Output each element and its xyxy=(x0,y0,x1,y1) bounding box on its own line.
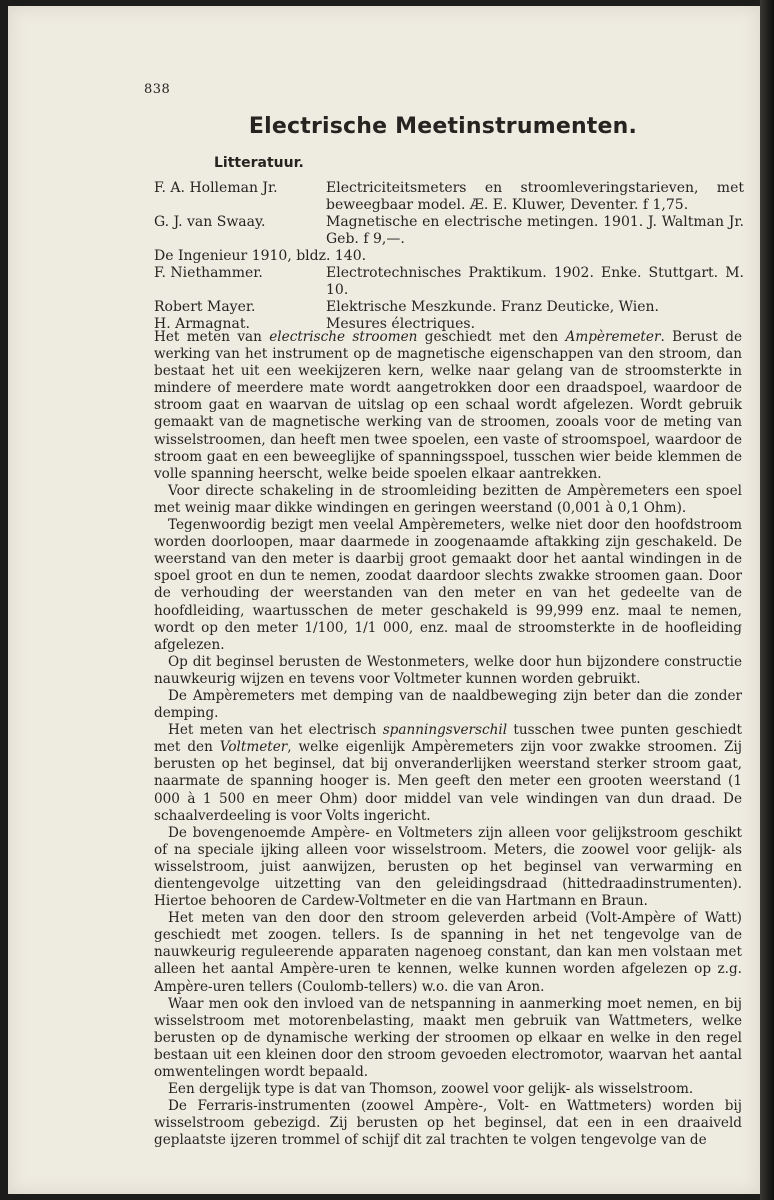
bib-author: F. Niethammer. xyxy=(154,265,263,281)
bib-author: H. Armagnat. xyxy=(154,316,250,332)
paragraph: De Ampèremeters met demping van de naaldbeweging zijn beter dan die zonder demping. xyxy=(154,687,742,722)
paragraph: Een dergelijk type is dat van Thomson, zoowel voor gelijk- als wisselstroom. xyxy=(168,1081,694,1098)
bib-work: Mesures électriques. xyxy=(326,316,476,332)
bib-entry xyxy=(154,248,744,265)
emphasis: spanningsverschil xyxy=(382,722,508,739)
paragraph: De Ferraris-instrumenten (zoowel Ampère-, Volt- en Wattmeters) worden bij wisselstroom gebezigd. Zij berusten op het beginsel, dat een in een draaiveld geplaatste ijzeren trommel of schijf dit zal trachten te volgen tengevolge van de xyxy=(154,1098,742,1149)
chapter-title: Electrische Meetinstrumenten. xyxy=(248,114,638,139)
bib-entry xyxy=(154,180,744,214)
paragraph: Waar men ook den invloed van de netspanning in aanmerking moet nemen, en bij wisselstroom met motorenbelasting, maakt men gebruik van Wattmeters, welke berusten op de dynamische werking der stroomen op elkaar en welke in den regel bestaan uit een kleinen door den stroom gevoeden electromotor, waarvan het aantal omwentelingen wordt bepaald. xyxy=(154,995,742,1081)
literature-heading: Litteratuur. xyxy=(214,155,304,171)
text-run: . Berust de werking van het instrument op de magnetische eigenschappen van den stroom, dan bestaat het uit een weekijzeren kern, welke naar gelang van de stroomsterkte in mindere of meerdere mate wordt aangetrokken door een draadspoel, waardoor de stroom gaat en waarvan de uitslag op een schaal wordt afgelezen. Wordt gebruik gemaakt van de magnetische werking van de stroomen, zooals voor de meting van wisselstroomen, dan heeft men twee spoelen, een vaste of stroomspoel, waardoor de stroom gaat en een beweeglijke of spanningsspoel, tusschen wier beide klemmen de volle spanning heerscht, welke beide spoelen elkaar aantrekken. xyxy=(154,329,743,482)
paragraph: Op dit beginsel berusten de Westonmeters, welke door hun bijzondere constructie nauwkeurig wijzen en tevens voor Voltmeter kunnen worden gebruikt. xyxy=(154,653,742,687)
text-run: tusschen twee punten geschiedt met den xyxy=(154,722,742,756)
emphasis: Ampèremeter xyxy=(565,329,661,345)
book-page xyxy=(8,6,760,1194)
text-run: , welke eigenlijk Ampèremeters zijn voor zwakke stroomen. Zij berusten op het beginsel, dat bij onveranderlijken weerstand sterker stroom gaat, naarmate de spanning hooger is. Men geeft den meter een grooten weerstand (1 000 à 1 500 en meer Ohm) door middel van vele windingen van dun draad. De schaalverdeeling is voor Volts ingericht. xyxy=(154,739,742,824)
emphasis: electrische stroomen xyxy=(269,329,418,345)
paragraph: Tegenwoordig bezigt men veelal Ampèremeters, welke niet door den hoofdstroom worden doorloopen, maar daarmede in zoogenaamde aftakking zijn geschakeld. De weerstand van den meter is daarbij groot gemaakt door het aantal windingen in de spoel groot en dun te nemen, zoodat daardoor slechts zwakke stroomen gaan. Door de verhouding der weerstanden van den meter en van het gedeelte van de hoofdleiding, waartusschen de meter geschakeld is 99,999 enz. maal te nemen, wordt op den meter 1/100, 1/1 000, enz. maal de stroomsterkte in de hoofleiding afgelezen. xyxy=(154,517,742,653)
emphasis: Voltmeter xyxy=(219,739,288,756)
bibliography xyxy=(154,180,744,333)
bib-author: G. J. van Swaay. xyxy=(154,214,266,230)
scan-edge xyxy=(760,0,774,1200)
bib-work: Magnetische en electrische metingen. 1901. J. Waltman Jr. Geb. f 9,—. xyxy=(326,214,744,247)
paragraph: De bovengenoemde Ampère- en Voltmeters zijn alleen voor gelijkstroom geschikt of na speciale ijking alleen voor wisselstroom. Meters, die zoowel voor gelijk- als wisselstroom, juist aanwijzen, berusten op het beginsel van verwarming en dientengevolge uitzetting van den geleidingsdraad (hittedraadinstrumenten). Hiertoe behooren de Cardew-Voltmeter en die van Hartmann en Braun. xyxy=(154,824,742,910)
bib-work: Electriciteitsmeters en stroomleveringstarieven, met beweegbaar model. Æ. E. Kluwer, Deventer. f 1,75. xyxy=(326,180,744,213)
bib-entry xyxy=(154,299,744,316)
text-run: Het meten van het electrisch xyxy=(168,722,383,739)
page-number: 838 xyxy=(144,82,171,97)
text-run: Het meten van xyxy=(154,329,270,345)
bib-author: F. A. Holleman Jr. xyxy=(154,180,278,196)
body-text xyxy=(154,329,742,1150)
bib-entry xyxy=(154,214,744,248)
text-run: geschiedt met den xyxy=(417,329,566,345)
bib-author: De Ingenieur 1910, bldz. 140. xyxy=(154,248,367,264)
paragraph xyxy=(154,329,742,483)
paragraph xyxy=(154,722,742,825)
paragraph: Het meten van den door den stroom geleverden arbeid (Volt-Ampère of Watt) geschiedt met zoogen. tellers. Is de spanning in het net tengevolge van de nauwkeurig reguleerende apparaten nagenoeg constant, dan kan men volstaan met alleen het aantal Ampère-uren te kennen, welke kunnen worden afgelezen op z.g. Ampère-uren tellers (Coulomb-tellers) w.o. die van Aron. xyxy=(154,910,742,995)
bib-work: Elektrische Meszkunde. Franz Deuticke, Wien. xyxy=(326,299,659,315)
bib-work: Electrotechnisches Praktikum. 1902. Enke. Stuttgart. M. 10. xyxy=(326,265,744,298)
bib-entry xyxy=(154,265,744,299)
paragraph: Voor directe schakeling in de stroomleiding bezitten de Ampèremeters een spoel met weinig maar dikke windingen en geringen weerstand (0,001 à 0,1 Ohm). xyxy=(154,482,742,516)
bib-author: Robert Mayer. xyxy=(154,299,256,315)
